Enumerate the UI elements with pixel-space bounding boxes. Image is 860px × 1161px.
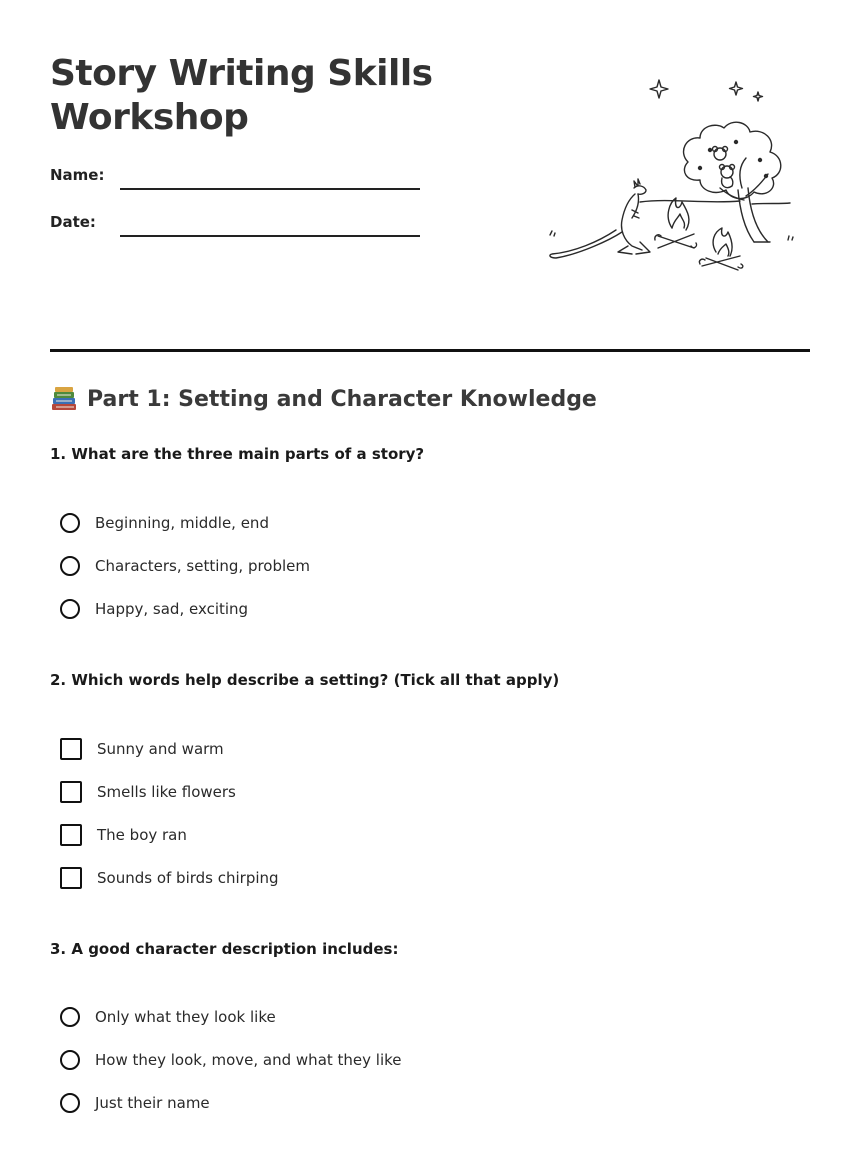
section-divider [50, 349, 810, 352]
option-label: Beginning, middle, end [95, 514, 269, 532]
q2-option-4[interactable] [60, 865, 279, 891]
kangaroo-campfire-illustration [540, 70, 800, 285]
books-icon [50, 386, 78, 412]
checkbox[interactable] [60, 867, 82, 889]
q1-option-2[interactable] [60, 553, 310, 579]
name-input-line[interactable] [120, 188, 420, 190]
radio-button[interactable] [60, 1093, 80, 1113]
title-line-1: Story Writing Skills [50, 53, 433, 94]
option-label: Smells like flowers [97, 783, 236, 801]
question-1: 1. What are the three main parts of a story? [50, 445, 425, 463]
q3-option-1[interactable] [60, 1004, 276, 1030]
sparkle-icon [730, 82, 743, 95]
date-input-line[interactable] [120, 235, 420, 237]
page-title [50, 52, 480, 140]
option-label: Happy, sad, exciting [95, 600, 249, 618]
checkbox[interactable] [60, 738, 82, 760]
radio-button[interactable] [60, 1050, 80, 1070]
q2-option-2[interactable] [60, 779, 236, 805]
sparkle-icon [754, 92, 763, 101]
option-label: Characters, setting, problem [95, 557, 311, 575]
radio-button[interactable] [60, 513, 80, 533]
question-2: 2. Which words help describe a setting? (Tick all that apply) [50, 671, 560, 689]
radio-button[interactable] [60, 556, 80, 576]
q2-option-3[interactable] [60, 822, 187, 848]
question-3: 3. A good character description includes: [50, 940, 399, 958]
sparkle-icon [650, 80, 668, 98]
radio-button[interactable] [60, 1007, 80, 1027]
checkbox[interactable] [60, 824, 82, 846]
name-field[interactable] [50, 166, 422, 192]
checkbox[interactable] [60, 781, 82, 803]
option-label: The boy ran [97, 826, 187, 844]
date-field[interactable] [50, 213, 422, 239]
q2-option-1[interactable] [60, 736, 224, 762]
q3-option-3[interactable] [60, 1090, 210, 1116]
option-label: Sounds of birds chirping [97, 869, 279, 887]
option-label: Sunny and warm [97, 740, 224, 758]
title-line-2: Workshop [50, 97, 249, 138]
radio-button[interactable] [60, 599, 80, 619]
section-heading [50, 386, 597, 412]
q1-option-1[interactable] [60, 510, 269, 536]
option-label: Only what they look like [95, 1008, 276, 1026]
q1-option-3[interactable] [60, 596, 248, 622]
section-heading-text: Part 1: Setting and Character Knowledge [87, 386, 597, 412]
name-label: Name: [50, 166, 105, 184]
option-label: Just their name [95, 1094, 210, 1112]
date-label: Date: [50, 213, 96, 231]
q3-option-2[interactable] [60, 1047, 402, 1073]
option-label: How they look, move, and what they like [95, 1051, 402, 1069]
